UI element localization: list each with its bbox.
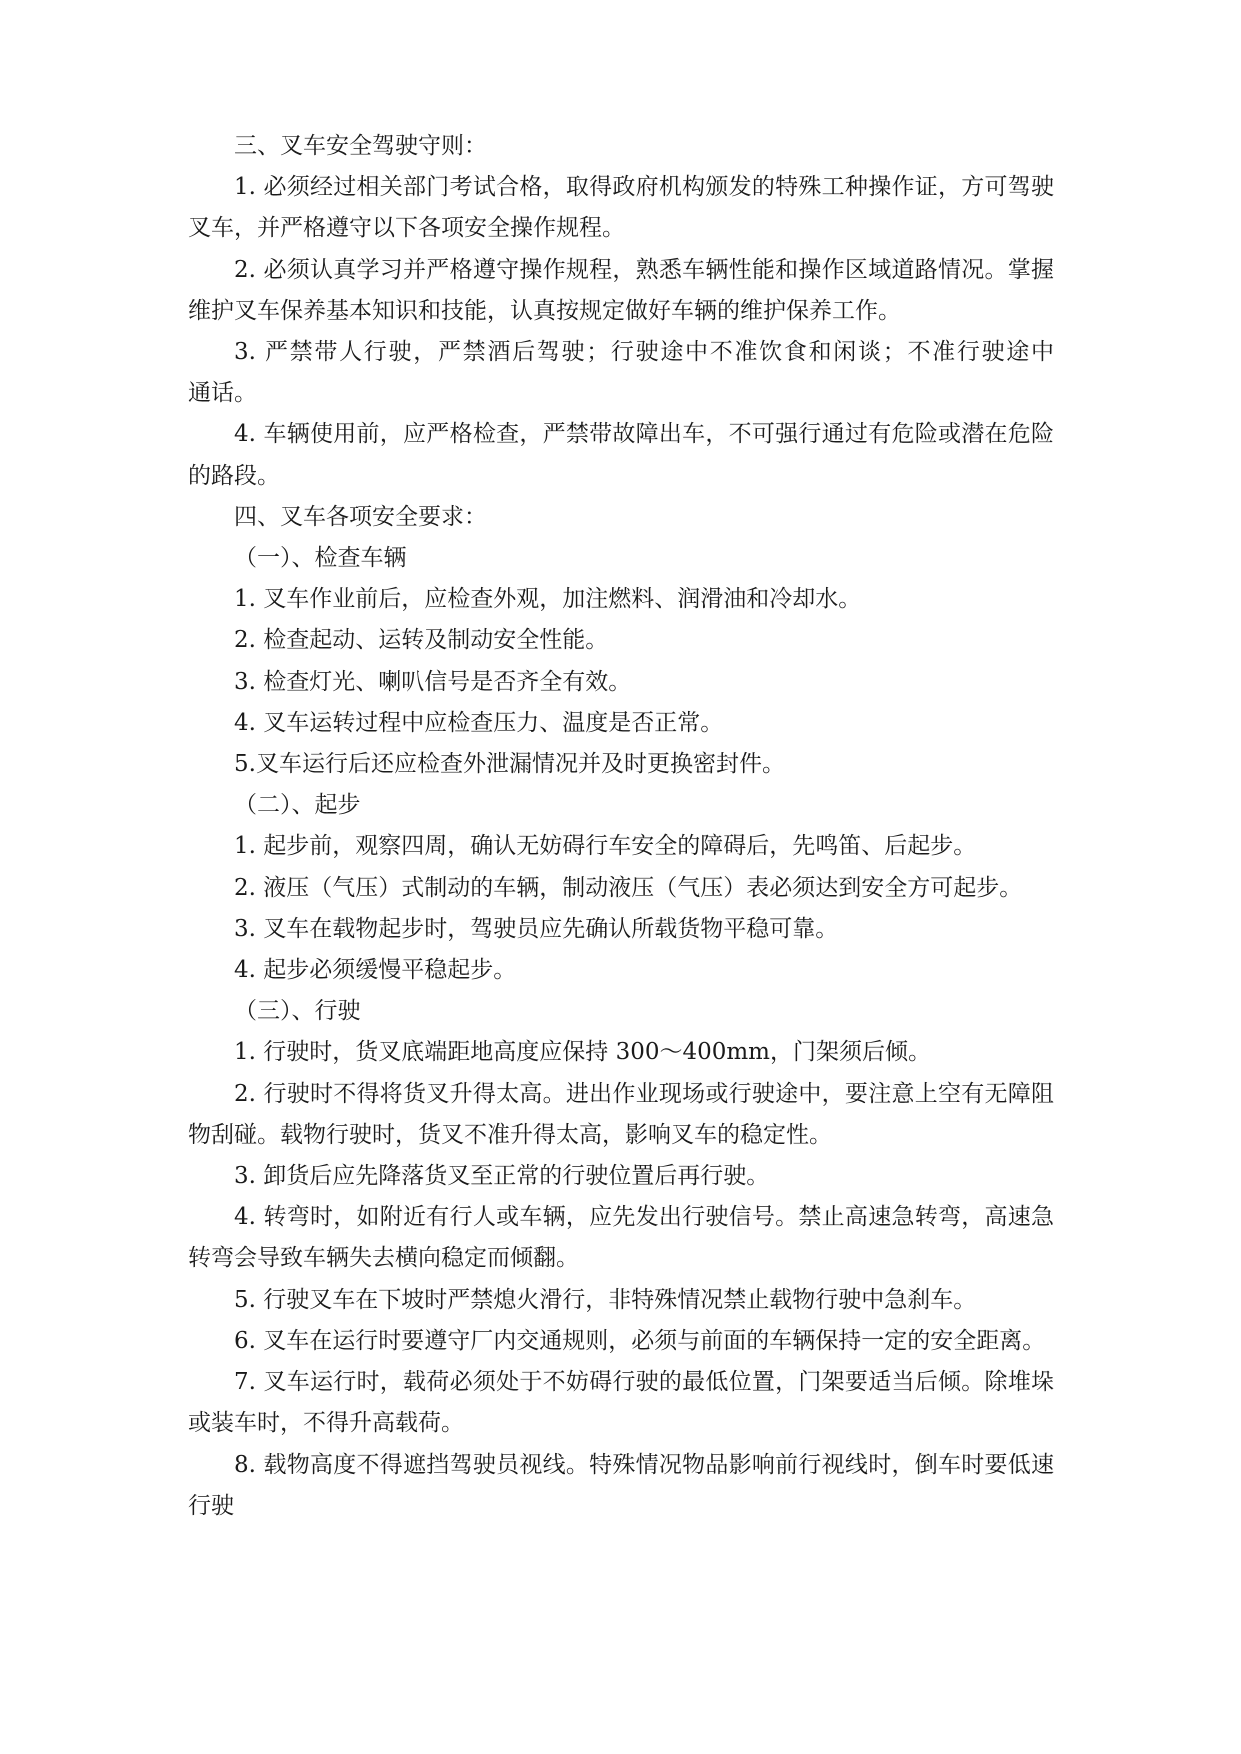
rule-paragraph-2: 2. 必须认真学习并严格遵守操作规程，熟悉车辆性能和操作区域道路情况。掌握维护叉车保养基本知识和技能，认真按规定做好车辆的维护保养工作。 (188, 256, 1054, 324)
driving-item-2: 2. 行驶时不得将货叉升得太高。进出作业现场或行驶途中，要注意上空有无障阻物刮碰。载物行驶时，货叉不准升得太高，影响叉车的稳定性。 (188, 1080, 1054, 1148)
section-heading-4: 四、叉车各项安全要求： (234, 503, 487, 530)
driving-item-8: 8. 载物高度不得遮挡驾驶员视线。特殊情况物品影响前行视线时，倒车时要低速行驶 (188, 1451, 1054, 1519)
driving-item-3: 3. 卸货后应先降落货叉至正常的行驶位置后再行驶。 (234, 1163, 770, 1190)
driving-item-1: 1. 行驶时，货叉底端距地高度应保持 300～400mm，门架须后倾。 (234, 1039, 931, 1066)
start-item-1: 1. 起步前，观察四周，确认无妨碍行车安全的障碍后，先鸣笛、后起步。 (234, 833, 977, 860)
subsection-heading-driving: （三）、行驶 (234, 998, 361, 1025)
start-item-2: 2. 液压（气压）式制动的车辆，制动液压（气压）表必须达到安全方可起步。 (234, 874, 1023, 901)
driving-item-5: 5. 行驶叉车在下坡时严禁熄火滑行，非特殊情况禁止载物行驶中急刹车。 (234, 1286, 977, 1313)
check-item-4: 4. 叉车运转过程中应检查压力、温度是否正常。 (234, 709, 724, 736)
driving-item-6: 6. 叉车在运行时要遵守厂内交通规则，必须与前面的车辆保持一定的安全距离。 (234, 1327, 1046, 1354)
check-item-5: 5.叉车运行后还应检查外泄漏情况并及时更换密封件。 (234, 751, 785, 778)
driving-item-4: 4. 转弯时，如附近有行人或车辆，应先发出行驶信号。禁止高速急转弯，高速急转弯会导致车辆失去横向稳定而倾翻。 (188, 1204, 1054, 1272)
check-item-1: 1. 叉车作业前后，应检查外观，加注燃料、润滑油和冷却水。 (234, 586, 862, 613)
section-heading-3: 三、叉车安全驾驶守则： (234, 133, 487, 159)
subsection-heading-check: （一）、检查车辆 (234, 545, 407, 572)
subsection-heading-start: （二）、起步 (234, 792, 361, 819)
check-item-2: 2. 检查起动、运转及制动安全性能。 (234, 627, 609, 654)
start-item-4: 4. 起步必须缓慢平稳起步。 (234, 957, 517, 984)
document-page (188, 126, 1100, 1527)
driving-item-7: 7. 叉车运行时，载荷必须处于不妨碍行驶的最低位置，门架要适当后倾。除堆垛或装车时，不得升高载荷。 (188, 1369, 1054, 1437)
rule-paragraph-3: 3. 严禁带人行驶，严禁酒后驾驶；行驶途中不准饮食和闲谈；不准行驶途中 通话。 (188, 339, 1100, 407)
rule-paragraph-4: 4. 车辆使用前，应严格检查，严禁带故障出车，不可强行通过有危险或潜在危险的路段。 (188, 421, 1054, 489)
rule-paragraph-1: 1. 必须经过相关部门考试合格，取得政府机构颁发的特殊工种操作证，方可驾驶叉车，并严格遵守以下各项安全操作规程。 (188, 174, 1054, 242)
check-item-3: 3. 检查灯光、喇叭信号是否齐全有效。 (234, 668, 632, 695)
start-item-3: 3. 叉车在载物起步时，驾驶员应先确认所载货物平稳可靠。 (234, 915, 839, 942)
